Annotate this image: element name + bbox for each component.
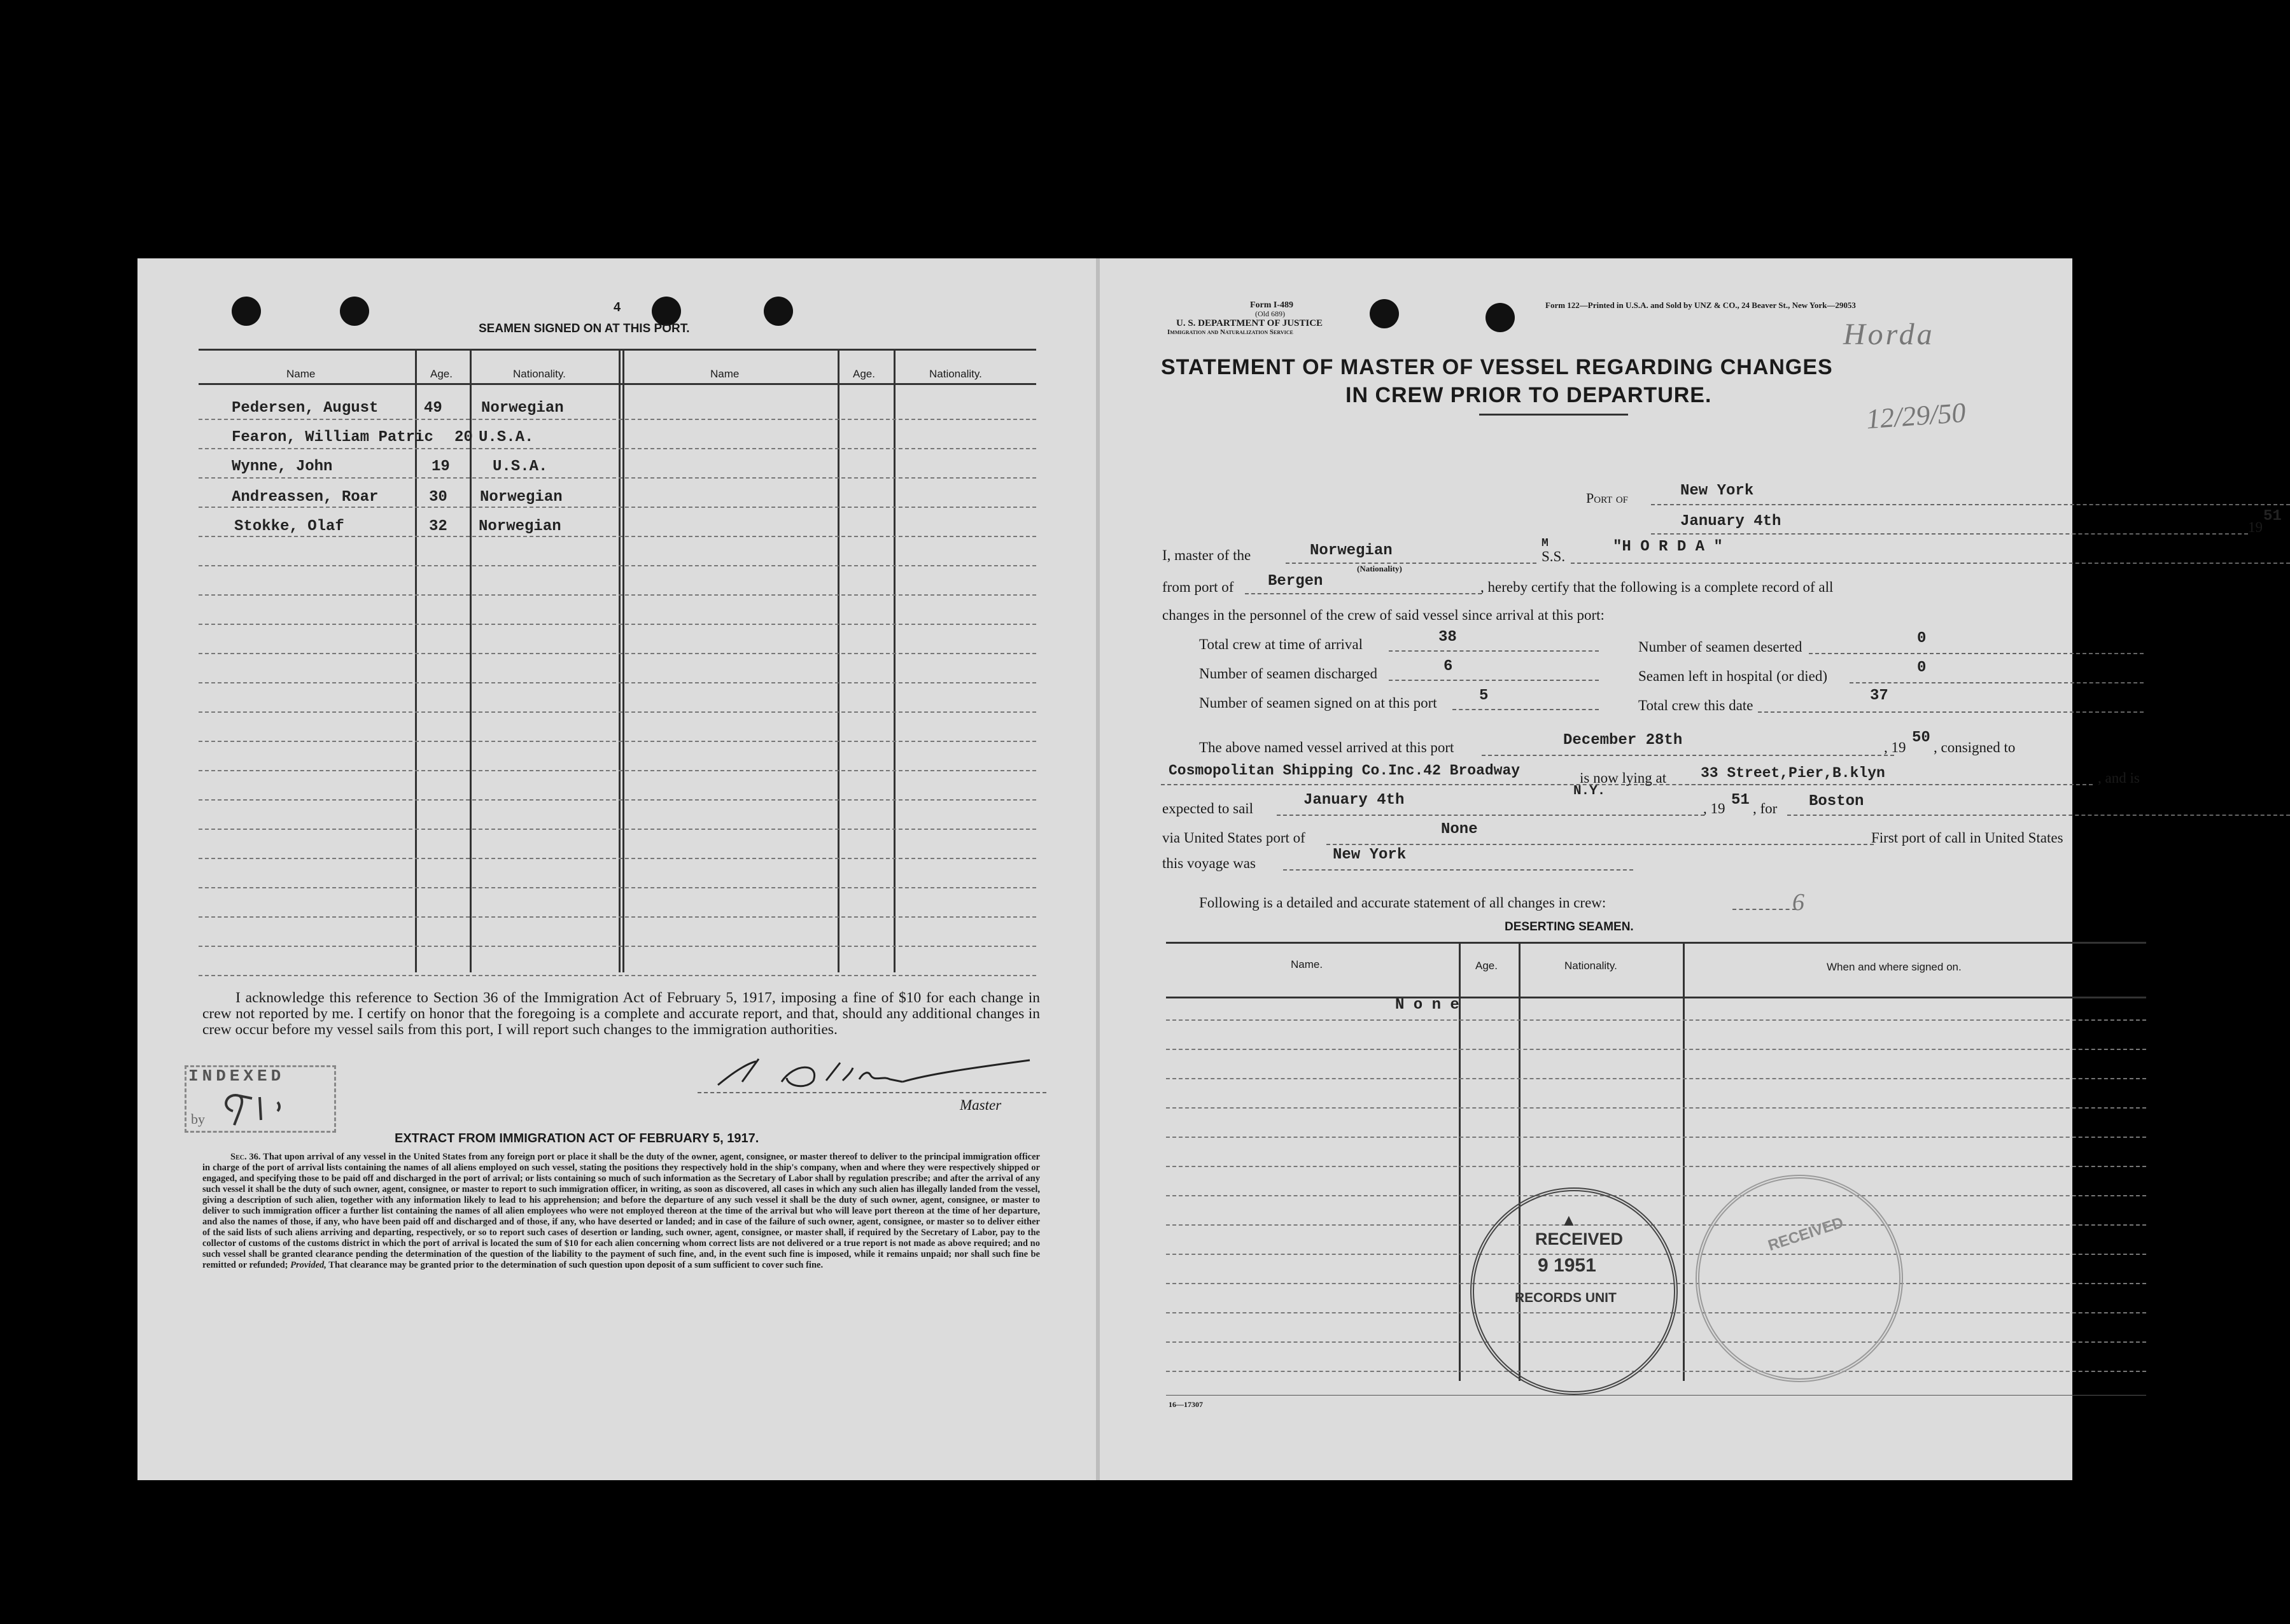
column-header-age: Age. <box>1475 960 1498 972</box>
row-line <box>199 887 1036 888</box>
acknowledgement-text: I acknowledge this reference to Section 36 of the Immigration Act of February 5, 1917, imposing a fine of $10 for each change in crew not reported by me. I certify on honor that the foregoing is a complete and accurate report, and that, should any additional changes in crew occur before my vessel sails from this port, I will report such changes to the immigration authorities. <box>202 990 1040 1038</box>
voyage-label: this voyage was <box>1162 855 1256 871</box>
bottom-rule <box>1166 1395 2146 1396</box>
indexed-by-label: by <box>191 1111 205 1127</box>
extract-tail: That clearance may be granted prior to the determination of such question upon deposit of a sum sufficient to cover such fine. <box>326 1260 824 1270</box>
following-line <box>1732 909 1796 910</box>
voyage-line <box>1283 869 1633 871</box>
row-line <box>1166 1195 2146 1196</box>
row-line <box>199 507 1036 508</box>
stamp-unit-text: RECORDS UNIT <box>1515 1291 1617 1305</box>
discharged-value: 6 <box>1444 658 1453 675</box>
table-top-rule <box>199 349 1036 351</box>
from-port-value: Bergen <box>1268 573 1323 590</box>
title-rule <box>1479 414 1628 416</box>
changes-text: changes in the personnel of the crew of said vessel since arrival at this port: <box>1162 607 1605 623</box>
table-row-age: 32 <box>429 518 447 535</box>
table-row-age: 20 <box>454 429 473 446</box>
deserting-header-rule <box>1166 997 2146 998</box>
punch-hole <box>1370 299 1399 328</box>
table-row-name: Andreassen, Roar <box>232 489 379 506</box>
row-line <box>199 448 1036 449</box>
deserting-entry: N o n e <box>1395 997 1459 1014</box>
row-line <box>199 916 1036 918</box>
provided-word: Provided, <box>290 1260 327 1270</box>
column-header-name-2: Name <box>710 368 740 380</box>
changes-count: 6 <box>1792 889 1804 916</box>
row-line <box>199 653 1036 654</box>
punch-hole <box>1486 303 1515 332</box>
table-row-nationality: Norwegian <box>480 489 563 506</box>
indexed-stamp-text: INDEXED <box>188 1067 285 1086</box>
row-line <box>199 536 1036 537</box>
column-divider <box>619 349 621 972</box>
table-header-rule <box>199 383 1036 385</box>
discharged-line <box>1389 680 1599 681</box>
row-line <box>199 682 1036 683</box>
arrived-label: The above named vessel arrived at this port <box>1199 739 1454 755</box>
row-line <box>1166 1078 2146 1079</box>
signature-line <box>698 1092 1046 1093</box>
sail-date-line <box>1277 815 1704 816</box>
punch-hole <box>340 297 369 326</box>
arrived-year-prefix: , 19 <box>1884 739 1906 755</box>
and-is-label: , and is <box>2098 770 2140 786</box>
total-crew-date-label: Total crew this date <box>1638 697 1753 713</box>
port-of-label: Port of <box>1586 490 1629 506</box>
following-label: Following is a detailed and accurate statement of all changes in crew: <box>1199 895 1606 911</box>
extract-text <box>202 1152 1040 1271</box>
consigned-label: , consigned to <box>1934 739 2016 755</box>
consignee-value: Cosmopolitan Shipping Co.Inc.42 Broadway <box>1169 762 1521 779</box>
ny-value: N.Y. <box>1573 784 1606 799</box>
master-signature <box>692 1050 1049 1101</box>
row-line <box>199 419 1036 420</box>
table-row-nationality: U.S.A. <box>479 429 534 446</box>
page-number: 4 <box>614 300 621 314</box>
punch-hole <box>764 297 793 326</box>
lying-label: is now lying at <box>1580 770 1667 786</box>
row-line <box>199 946 1036 947</box>
ship-name: "H O R D A " <box>1613 538 1723 556</box>
printer-note: Form 122—Printed in U.S.A. and Sold by UNZ & CO., 24 Beaver St., New York—29053 <box>1545 300 1856 310</box>
signed-on-label: Number of seamen signed on at this port <box>1199 695 1437 711</box>
table-row-name: Fearon, William Patric <box>232 429 433 446</box>
total-crew-arrival-line <box>1389 650 1599 652</box>
nationality-line <box>1286 563 1536 564</box>
row-line <box>199 477 1036 479</box>
column-divider <box>894 349 896 972</box>
hospital-label: Seamen left in hospital (or died) <box>1638 668 1828 684</box>
column-header-signed-on: When and where signed on. <box>1827 961 1962 973</box>
deserting-top-rule <box>1166 942 2146 944</box>
row-line <box>199 711 1036 713</box>
column-header-name: Name <box>286 368 316 380</box>
table-row-age: 49 <box>424 400 442 417</box>
year-value: 51 <box>2263 508 2282 525</box>
arrived-line <box>1482 755 1894 756</box>
row-line <box>199 829 1036 830</box>
table-row-age: 30 <box>429 489 447 506</box>
from-port-label: from port of <box>1162 579 1234 595</box>
row-line <box>1166 1019 2146 1021</box>
row-line <box>199 624 1036 625</box>
row-line <box>1166 1049 2146 1050</box>
for-line <box>1787 815 2290 816</box>
date-line <box>1651 533 2248 535</box>
year-prefix: 19 <box>2248 519 2263 535</box>
row-line <box>199 975 1036 976</box>
total-crew-arrival-label: Total crew at time of arrival <box>1199 636 1363 652</box>
total-crew-arrival-value: 38 <box>1438 629 1457 646</box>
total-crew-date-line <box>1758 711 2144 713</box>
table-row-nationality: Norwegian <box>479 518 561 535</box>
punch-hole <box>232 297 261 326</box>
first-port-label: First port of call in United States <box>1871 830 2063 846</box>
form-number: Form I-489 <box>1250 300 1294 310</box>
seamen-deserted-value: 0 <box>1917 630 1927 647</box>
column-header-age-2: Age. <box>853 368 875 380</box>
signed-on-line <box>1452 709 1599 710</box>
form-title-line1: STATEMENT OF MASTER OF VESSEL REGARDING CHANGES <box>1161 355 1833 379</box>
lying-line <box>1685 784 2093 785</box>
via-label: via United States port of <box>1162 830 1305 846</box>
form-title-line2: IN CREW PRIOR TO DEPARTURE. <box>1345 383 1712 407</box>
master-label: Master <box>960 1097 1002 1113</box>
stamp-date-text: 9 1951 <box>1538 1255 1596 1276</box>
column-header-nationality-2: Nationality. <box>929 368 982 380</box>
extract-title: EXTRACT FROM IMMIGRATION ACT OF FEBRUARY 5, 1917. <box>395 1131 759 1145</box>
document-sheet <box>137 258 2282 1480</box>
column-divider <box>838 349 839 972</box>
column-header-nationality: Nationality. <box>1564 960 1617 972</box>
table-row-name: Stokke, Olaf <box>234 518 344 535</box>
hospital-line <box>1850 682 2144 683</box>
stamp-star-icon: ▲ <box>1561 1210 1577 1229</box>
handwritten-ship-name: Horda <box>1843 318 1935 351</box>
stamp-received-text: RECEIVED <box>1766 1214 1846 1255</box>
row-line <box>199 594 1036 596</box>
footer-code: 16—17307 <box>1169 1400 1203 1409</box>
arrived-year: 50 <box>1912 729 1930 746</box>
lying-value: 33 Street,Pier,B.klyn <box>1701 765 1885 781</box>
port-of-value: New York <box>1680 482 1754 500</box>
row-line <box>199 565 1036 566</box>
expected-label: expected to sail <box>1162 801 1254 816</box>
table-row-nationality: U.S.A. <box>493 458 548 475</box>
section-title: SEAMEN SIGNED ON AT THIS PORT. <box>479 322 690 335</box>
sail-year: 51 <box>1731 792 1750 809</box>
row-line <box>1166 1166 2146 1167</box>
handwritten-date: 12/29/50 <box>1865 396 1967 435</box>
hospital-value: 0 <box>1917 659 1927 676</box>
via-value: None <box>1441 821 1478 838</box>
row-line <box>199 770 1036 771</box>
stamp-received-text: RECEIVED <box>1535 1229 1624 1249</box>
ship-name-line <box>1571 563 2290 564</box>
deserting-title: DESERTING SEAMEN. <box>1505 920 1634 934</box>
from-port-line <box>1245 593 1482 594</box>
received-stamp-faded <box>1696 1175 1903 1382</box>
column-header-name: Name. <box>1291 958 1323 970</box>
discharged-label: Number of seamen discharged <box>1199 666 1377 682</box>
total-crew-date-value: 37 <box>1870 687 1888 704</box>
sail-year-prefix: , 19 <box>1703 801 1725 816</box>
voyage-value: New York <box>1333 846 1407 864</box>
ship-prefix-m: M <box>1542 537 1549 550</box>
sail-date-value: January 4th <box>1303 792 1405 809</box>
arrived-value: December 28th <box>1563 732 1683 749</box>
row-line <box>1166 1107 2146 1109</box>
column-header-age: Age. <box>430 368 453 380</box>
master-of-label: I, master of the <box>1162 547 1251 563</box>
column-divider <box>1683 942 1685 1381</box>
table-row-name: Pedersen, August <box>232 400 379 417</box>
ship-prefix-ss: S.S. <box>1542 549 1566 564</box>
signed-on-value: 5 <box>1479 687 1489 704</box>
seamen-deserted-line <box>1809 653 2144 654</box>
for-value: Boston <box>1809 793 1864 810</box>
row-line <box>199 741 1036 742</box>
port-of-line <box>1651 504 2290 505</box>
table-row-age: 19 <box>432 458 450 475</box>
service-name: Immigration and Naturalization Service <box>1167 328 1293 336</box>
certify-text: , hereby certify that the following is a complete record of all <box>1480 579 1834 595</box>
row-line <box>199 858 1036 859</box>
page-fold <box>1096 258 1100 1480</box>
row-line <box>199 799 1036 801</box>
row-line <box>1166 1137 2146 1138</box>
extract-body: That upon arrival of any vessel in the United States from any foreign port or place it shall be the duty of the owner, agent, consignee, or master thereof to deliver to the principal immigration officer in charge of the port of arrival lists containing the names of all aliens employed on such vessel, stating the positions they respectively hold in the ship's company, when and where they were respectively shipped or engaged, and specifying those to be paid off and discharged in the port of arrival; or lists containing so much of such information as the Secretary of Labor shall by regulation prescribe; and after the arrival of any such vessel it shall be the duty of such owner, agent, consignee, or master to report to such immigration officer, in writing, as soon as discovered, all cases in which any such alien has illegally landed from the vessel, giving a description of such alien, together with any information likely to lead to his apprehension; and before the departure of any such vessel it shall be the duty of such owner, agent, consignee, or master to deliver to such immigration officer a further list containing the names of all alien employees who were not employed thereon at the time of the arrival but who will leave port thereon at the time of her departure, and also the names of those, if any, who have been paid off and discharged and of those, if any, who have deserted or landed; and in case of the failure of such owner, agent, consignee, or master so to deliver either of the said lists of such aliens arriving and departing, respectively, or so to report such cases of desertion or landing, such owner, agent, consignee, or master shall, if required by the Secretary of Labor, pay to the collector of customs of the customs district in which the port of arrival is located the sum of $10 for each alien concerning whom correct lists are not delivered or a true report is not made as above required; and no such vessel shall be granted clearance pending the determination of the question of the liability to the payment of such fine, and, in the event such fine is imposed, while it remains unpaid; nor shall such fine be remitted or refunded; <box>202 1152 1040 1270</box>
nationality-value: Norwegian <box>1310 542 1393 559</box>
sec-label: Sec. 36. <box>230 1152 261 1162</box>
seamen-deserted-label: Number of seamen deserted <box>1638 639 1802 655</box>
nationality-caption: (Nationality) <box>1357 564 1402 573</box>
column-divider <box>622 349 624 972</box>
for-label: , for <box>1753 801 1778 816</box>
form-old-number: (Old 689) <box>1255 309 1285 318</box>
table-row-name: Wynne, John <box>232 458 333 475</box>
indexed-handwriting <box>214 1086 316 1130</box>
date-value: January 4th <box>1680 513 1781 530</box>
row-line <box>1166 1371 2146 1372</box>
column-header-nationality: Nationality. <box>513 368 566 380</box>
table-row-nationality: Norwegian <box>481 400 564 417</box>
row-line <box>1166 1224 2146 1226</box>
department-name: U. S. DEPARTMENT OF JUSTICE <box>1176 318 1323 328</box>
via-line <box>1326 844 1874 845</box>
